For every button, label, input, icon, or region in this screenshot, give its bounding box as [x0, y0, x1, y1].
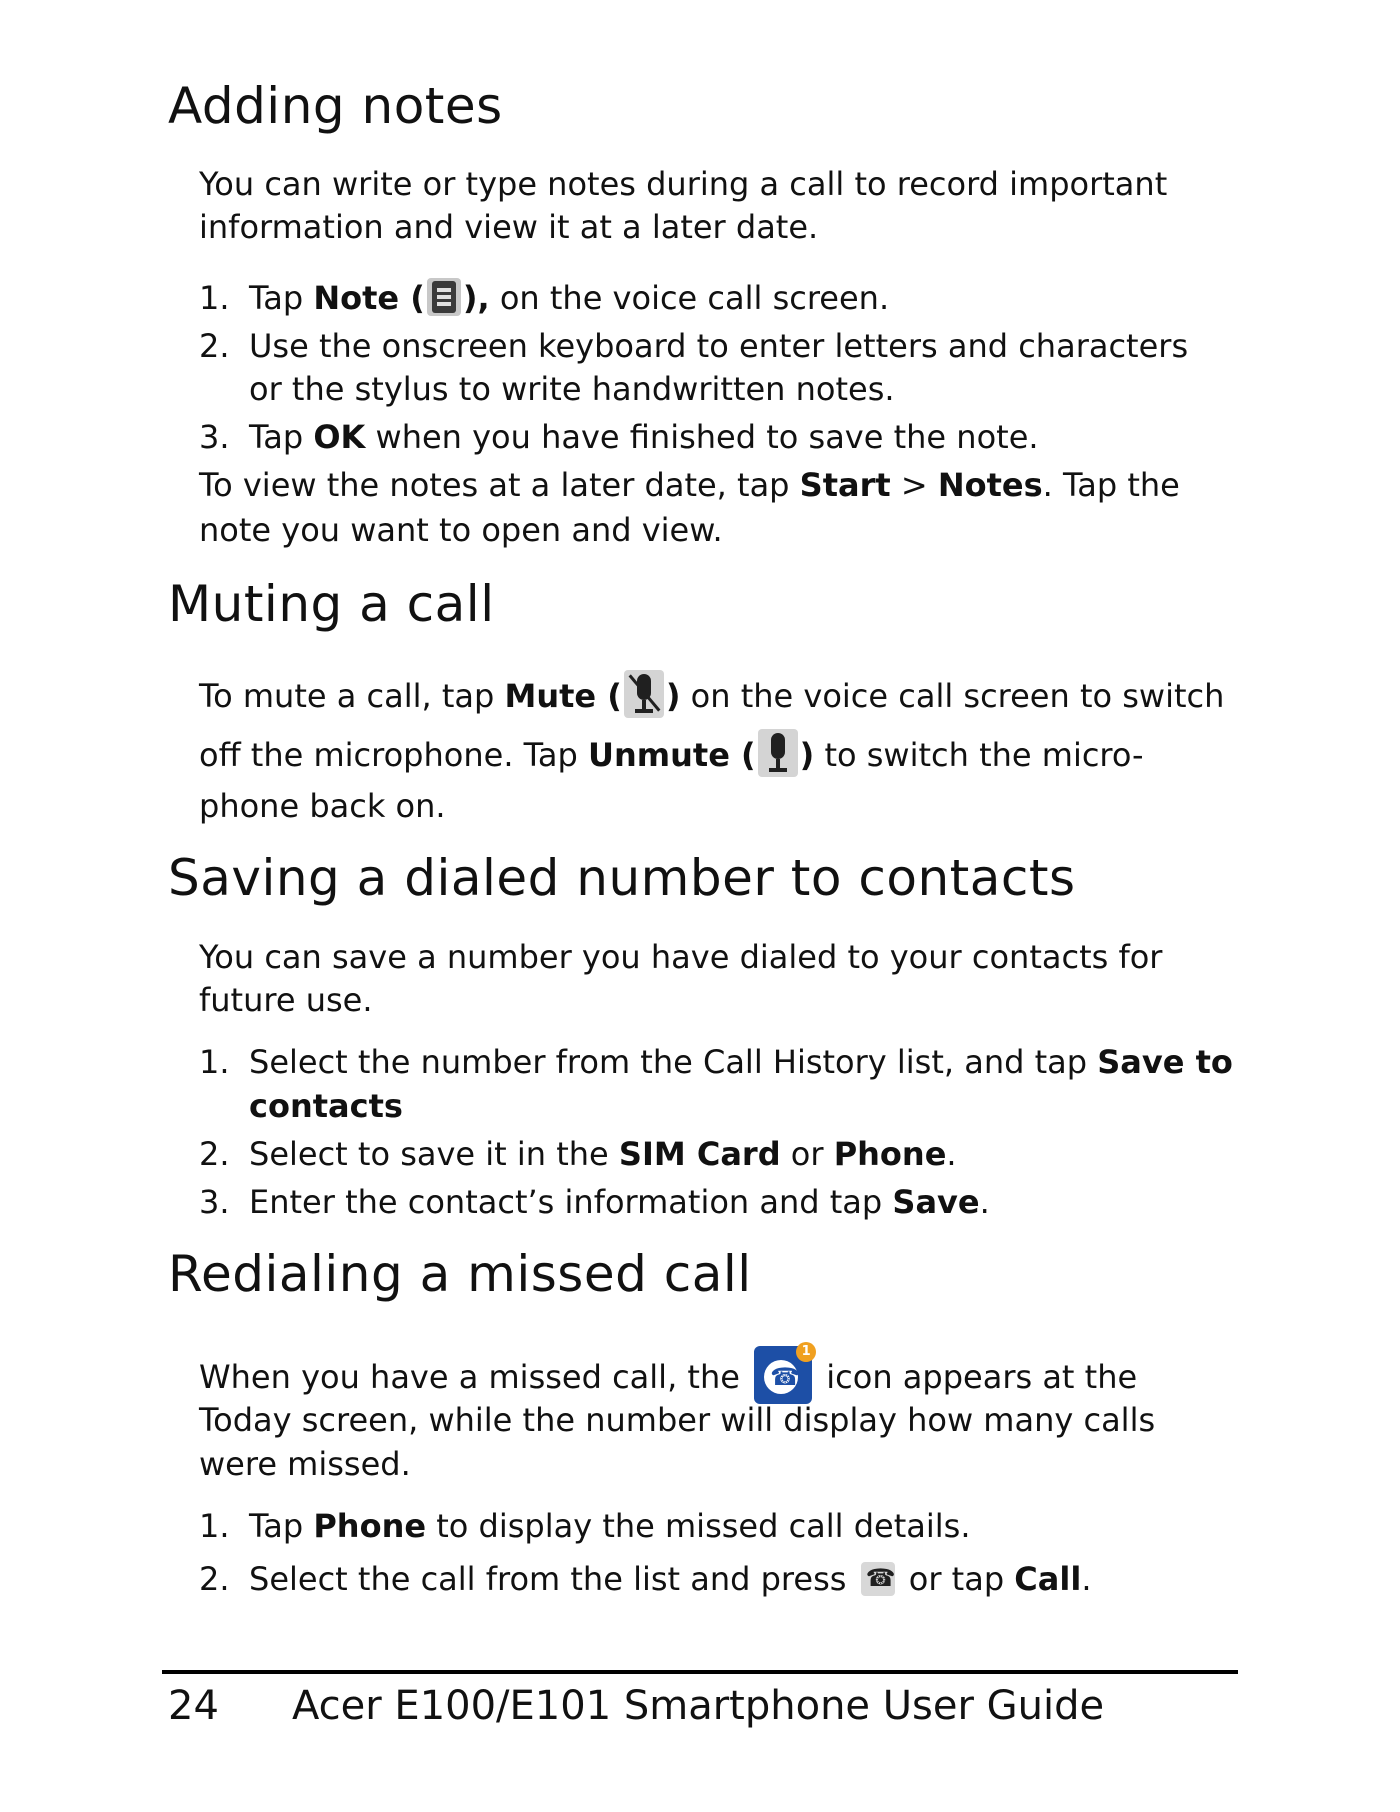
muting-line-1: To mute a call, tap Mute ( ) on the voice call screen to switch	[199, 674, 1224, 722]
step-text: Select to save it in the SIM Card or Phone.	[249, 1135, 957, 1173]
saving-intro-line-1: You can save a number you have dialed to your contacts for	[199, 938, 1163, 976]
heading-adding-notes: Adding notes	[168, 77, 503, 135]
call-button-icon	[861, 1562, 895, 1596]
step-text: Select the number from the Call History list, and tap Save to	[249, 1043, 1233, 1081]
mute-mic-icon	[624, 670, 664, 718]
step-text-line-2: or the stylus to write handwritten notes.	[249, 370, 895, 408]
redial-intro-line-3: were missed.	[199, 1445, 411, 1483]
heading-redialing-missed-call: Redialing a missed call	[168, 1245, 752, 1303]
missed-count-badge: 1	[796, 1342, 816, 1362]
footer-rule	[162, 1670, 1238, 1674]
adding-notes-intro-line-2: information and view it at a later date.	[199, 208, 819, 246]
footer-page-number: 24	[168, 1683, 219, 1729]
redial-intro-line-2: Today screen, while the number will display how many calls	[199, 1401, 1156, 1439]
step-text-line-2: contacts	[249, 1087, 403, 1125]
adding-notes-intro-line-1: You can write or type notes during a call to record important	[199, 165, 1168, 203]
step-number: 3.	[199, 418, 230, 456]
step-text: Enter the contact’s information and tap Save.	[249, 1183, 990, 1221]
step-number: 1.	[199, 279, 230, 317]
step-number: 2.	[199, 327, 230, 365]
redial-intro-line-1: When you have a missed call, the ☎ 1 icon appears at the	[199, 1350, 1137, 1408]
heading-muting-a-call: Muting a call	[168, 575, 495, 633]
muting-line-2: off the microphone. Tap Unmute ( ) to switch the micro-	[199, 733, 1144, 781]
footer-title: Acer E100/E101 Smartphone User Guide	[292, 1683, 1105, 1729]
step-text: Tap Note ( ), on the voice call screen.	[249, 279, 890, 317]
muting-line-3: phone back on.	[199, 787, 446, 825]
adding-notes-outro-line-1: To view the notes at a later date, tap Start > Notes. Tap the	[199, 466, 1180, 504]
step-text-line-1: Use the onscreen keyboard to enter letters and characters	[249, 327, 1189, 365]
step-text: Tap OK when you have finished to save the note.	[249, 418, 1039, 456]
adding-notes-outro-line-2: note you want to open and view.	[199, 511, 723, 549]
step-number: 1.	[199, 1507, 230, 1545]
step-number: 3.	[199, 1183, 230, 1221]
saving-intro-line-2: future use.	[199, 981, 373, 1019]
step-text: Select the call from the list and press ☎ or tap Call.	[249, 1557, 1091, 1601]
step-number: 1.	[199, 1043, 230, 1081]
heading-saving-dialed-number: Saving a dialed number to contacts	[168, 849, 1076, 907]
step-number: 2.	[199, 1135, 230, 1173]
mic-icon	[758, 729, 798, 777]
note-icon	[427, 278, 461, 316]
step-number: 2.	[199, 1560, 230, 1598]
missed-call-icon	[754, 1346, 812, 1404]
step-text: Tap Phone to display the missed call details.	[249, 1507, 971, 1545]
